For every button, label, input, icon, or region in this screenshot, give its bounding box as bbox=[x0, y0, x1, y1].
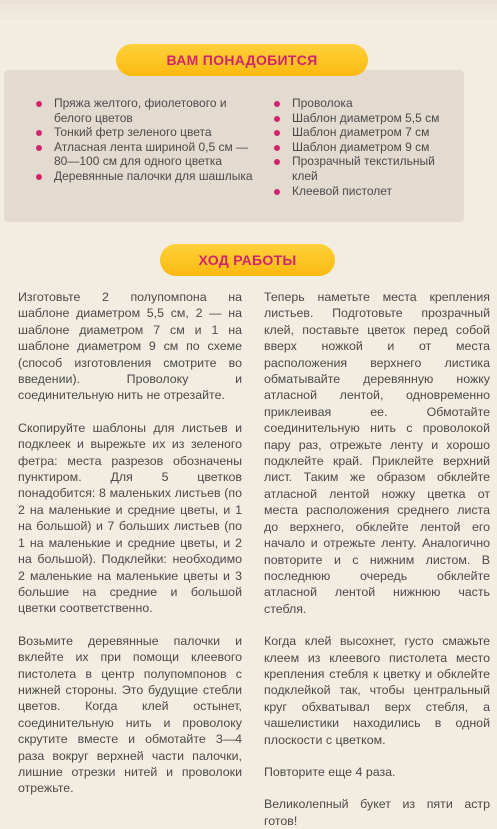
list-item: Проволока bbox=[274, 96, 452, 111]
list-item: Деревянные палочки для шашлыка bbox=[36, 169, 254, 184]
page-top-edge bbox=[0, 0, 497, 22]
list-item: Шаблон диаметром 7 см bbox=[274, 125, 452, 140]
paragraph: Теперь наметьте места крепления листьев. Подготовьте прозрачный клей, поставьте цветок перед собой вверх ножкой и от места расположения верхнего листика обматывайте деревянную ножку атласной лентой, одновременно приклеивая ее. Обмотайте соединительную нить с проволокой пару раз, отрежьте ленту и хорошо подклейте край. Приклейте верхний лист. Таким же образом обклейте атласной лентой ножку цветка от места расположения среднего листа до верхнего, обклейте лентой его начало и отрежьте ленту. Аналогично повторите и с нижним листом. В последнюю очередь обклейте атласной лентой нижнюю часть стебля. bbox=[264, 290, 490, 616]
list-item: Тонкий фетр зеленого цвета bbox=[36, 125, 254, 140]
paragraph: Когда клей высохнет, густо смажьте клеем из клеевого пистолета место крепления стебля к цветку и обклейте подклейкой так, чтобы центральный круг обхватывал верх стебля, а чашелистики находились в одной плоскости с цветком. bbox=[264, 634, 490, 747]
paragraph: Великолепный букет из пяти астр готов! bbox=[264, 797, 490, 828]
materials-heading: ВАМ ПОНАДОБИТСЯ bbox=[116, 44, 368, 76]
instructions-column-left bbox=[18, 289, 242, 797]
list-item: Клеевой пистолет bbox=[274, 184, 452, 199]
paragraph: Скопируйте шаблоны для листьев и подклеек и вырежьте их из зеленого фетра: места разрезов обозначены пунктиром. Для 5 цветков понадобится: 8 маленьких листьев (по 2 на маленькие и средние цветы, и 1 на большой) и 7 больших листьев (по 1 на маленькие и средние цветы, и 2 на большой). Подклейки: необходимо 2 маленькие на маленькие цветы и 3 большие на средние и большой цветки соответственно. bbox=[18, 420, 242, 616]
instructions-heading: ХОД РАБОТЫ bbox=[160, 244, 335, 276]
list-item: Пряжа желтого, фиолетового и белого цветов bbox=[36, 96, 254, 125]
materials-list-left bbox=[36, 96, 254, 184]
paragraph: Возьмите деревянные палочки и вклейте их при помощи клеевого пистолета в центр полупомпонов с нижней стороны. Это будущие стебли цветов. Когда клей остынет, соединительную нить и проволоку скрутите вместе и обмотайте 3—4 раза вокруг верхней части палочки, лишние отрезки нитей и проволоки отрежьте. bbox=[18, 633, 242, 796]
list-item: Прозрачный текстильный клей bbox=[274, 154, 452, 183]
list-item: Шаблон диаметром 5,5 см bbox=[274, 111, 452, 126]
list-item: Шаблон диаметром 9 см bbox=[274, 140, 452, 155]
paragraph: Повторите еще 4 раза. bbox=[264, 764, 396, 779]
list-item: Атласная лента шириной 0,5 см — 80—100 см для одного цветка bbox=[36, 140, 254, 169]
paragraph: Изготовьте 2 полупомпона на шаблоне диаметром 5,5 см, 2 — на шаблоне диаметром 7 см и 1 на шаблоне диаметром 9 см по схеме (способ изготовления смотрите во введении). Проволоку и соединительную нить не отрезайте. bbox=[18, 290, 242, 403]
materials-list-right bbox=[274, 96, 452, 198]
instructions-column-right bbox=[264, 289, 490, 829]
